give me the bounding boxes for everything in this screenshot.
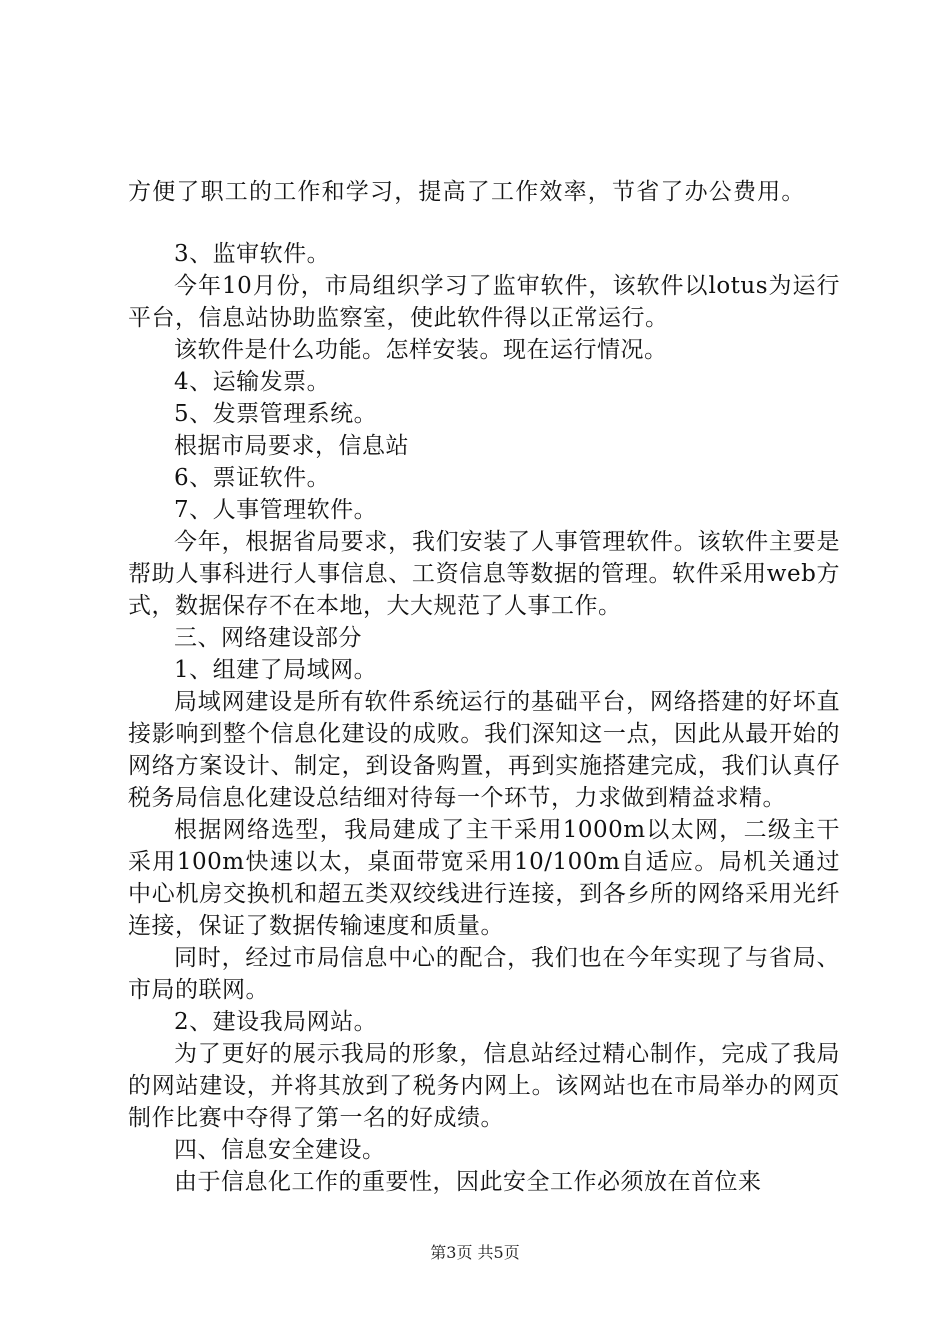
- heading-audit-software: 3、监审软件。: [174, 241, 331, 267]
- document-body: [128, 176, 840, 1198]
- section-heading-security: 四、信息安全建设。: [174, 1137, 386, 1163]
- paragraph-hr-software: 今年，根据省局要求，我们安装了人事管理软件。该软件主要是帮助人事科进行人事信息、工资信息等数据的管理。软件采用web方式，数据保存不在本地，大大规范了人事工作。: [128, 529, 840, 619]
- paragraph-lan: 局域网建设是所有软件系统运行的基础平台，网络搭建的好坏直接影响到整个信息化建设的成败。我们深知这一点，因此从最开始的网络方案设计、制定，到设备购置，再到实施搭建完成，我们认真仔税务局信息化建设总结细对待每一个环节，力求做到精益求精。: [128, 689, 840, 811]
- page-number-footer: 第3页 共5页: [430, 1243, 520, 1262]
- paragraph-audit-function: 该软件是什么功能。怎样安装。现在运行情况。: [174, 337, 668, 363]
- heading-website: 2、建设我局网站。: [174, 1009, 378, 1035]
- paragraph-1: 方便了职工的工作和学习，提高了工作效率，节省了办公费用。: [128, 179, 806, 205]
- heading-invoice-management: 5、发票管理系统。: [174, 401, 378, 427]
- paragraph-audit-software: 今年10月份，市局组织学习了监审软件，该软件以lotus为运行平台，信息站协助监察室，使此软件得以正常运行。: [128, 273, 840, 331]
- heading-transport-invoice: 4、运输发票。: [174, 369, 331, 395]
- paragraph-website: 为了更好的展示我局的形象，信息站经过精心制作，完成了我局的网站建设，并将其放到了税务内网上。该网站也在市局举办的网页制作比赛中夺得了第一名的好成绩。: [128, 1041, 840, 1131]
- paragraph-security: 由于信息化工作的重要性，因此安全工作必须放在首位来: [174, 1169, 762, 1195]
- paragraph-networking: 同时，经过市局信息中心的配合，我们也在今年实现了与省局、市局的联网。: [128, 945, 840, 1003]
- heading-hr-software: 7、人事管理软件。: [174, 497, 378, 523]
- section-heading-network: 三、网络建设部分: [174, 625, 362, 651]
- heading-voucher-software: 6、票证软件。: [174, 465, 331, 491]
- heading-lan: 1、组建了局域网。: [174, 657, 378, 683]
- paragraph-network-selection: 根据网络选型，我局建成了主干采用1000m以太网，二级主干采用100m快速以太，桌面带宽采用10/100m自适应。局机关通过中心机房交换机和超五类双绞线进行连接，到各乡所的网络采用光纤连接，保证了数据传输速度和质量。: [128, 817, 840, 939]
- paragraph-invoice-management: 根据市局要求，信息站: [174, 433, 409, 459]
